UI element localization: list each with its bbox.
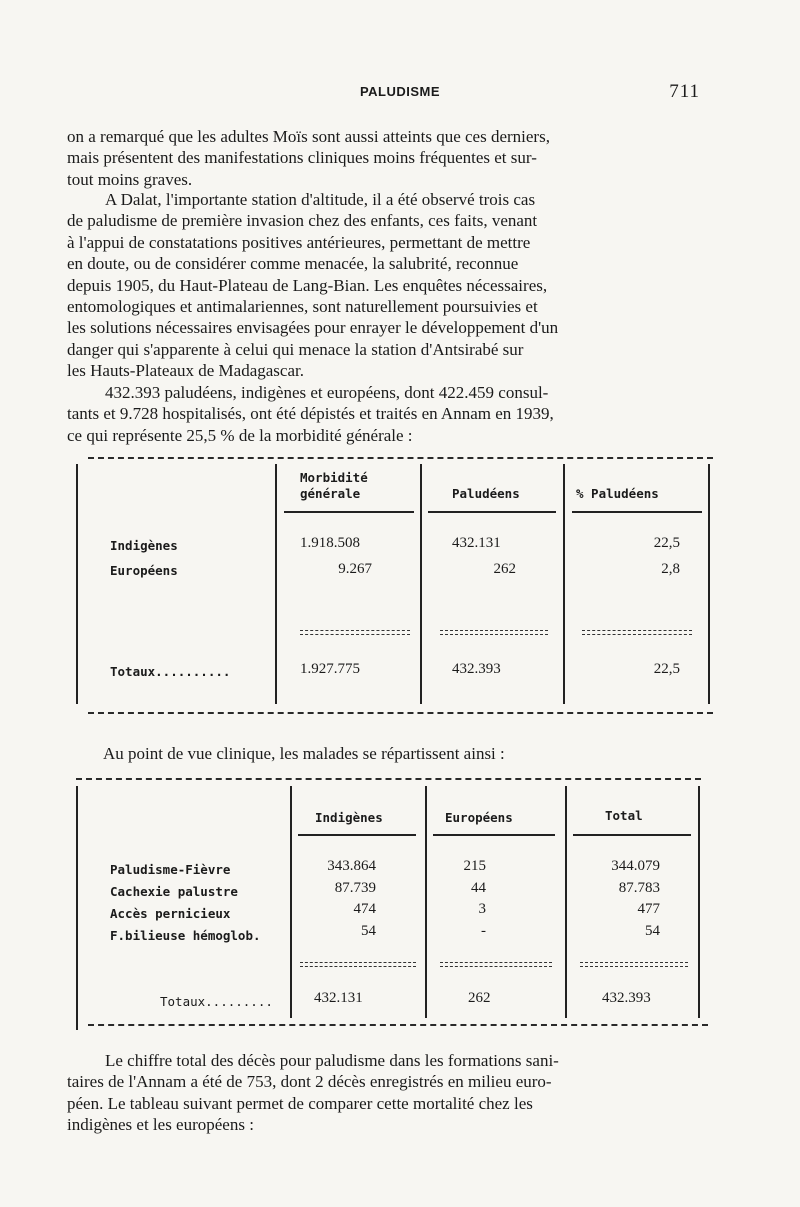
cell-indigenes: 474 xyxy=(353,901,376,917)
text-line: à l'appui de constatations positives antérieures, permettant de mettre xyxy=(67,232,531,252)
row-label: F.bilieuse hémoglob. xyxy=(110,928,261,943)
header-underline xyxy=(428,511,556,513)
column-divider xyxy=(425,786,427,1018)
cell-total-indigenes: 432.131 xyxy=(314,990,363,1006)
column-divider xyxy=(275,464,277,704)
subtotal-rule xyxy=(300,630,410,635)
text-line: les solutions nécessaires envisagées pour enrayer le développement d'un xyxy=(67,318,559,338)
text-line: tants et 9.728 hospitalisés, ont été dépistés et traités en Annam en 1939, xyxy=(67,404,554,424)
column-divider xyxy=(563,464,565,704)
table-border-left xyxy=(76,464,78,704)
subtotal-rule xyxy=(582,630,692,635)
subtotal-rule xyxy=(580,962,688,967)
cell-morbidite: 1.918.508 xyxy=(300,535,360,551)
header-total: Total xyxy=(605,808,643,823)
paragraph-2 xyxy=(67,189,697,382)
header-underline xyxy=(284,511,414,513)
column-divider xyxy=(290,786,292,1018)
cell-indigenes: 343.864 xyxy=(327,858,376,874)
cell-europeens: 215 xyxy=(463,858,486,874)
cell-pct: 2,8 xyxy=(661,561,680,577)
cell-morbidite: 9.267 xyxy=(338,561,372,577)
cell-europeens: - xyxy=(481,923,486,939)
table-bottom-rule xyxy=(88,712,713,714)
text-line: ce qui représente 25,5 % de la morbidité générale : xyxy=(67,425,413,445)
cell-total-paludeens: 432.393 xyxy=(452,661,501,677)
table-border-right xyxy=(708,464,710,704)
text-line: Le chiffre total des décès pour paludisme dans les formations sani- xyxy=(105,1051,559,1070)
table-top-rule xyxy=(76,778,701,780)
header-underline xyxy=(433,834,555,836)
header-underline xyxy=(572,511,702,513)
text-line: A Dalat, l'importante station d'altitude, il a été observé trois cas xyxy=(105,190,536,209)
table-border-right xyxy=(698,786,700,1018)
page-number: 711 xyxy=(669,81,700,102)
row-label-totaux: Totaux......... xyxy=(160,994,273,1009)
paragraph-1 xyxy=(67,126,697,190)
cell-total-pct: 22,5 xyxy=(653,661,680,677)
cell-total-total: 432.393 xyxy=(602,990,651,1006)
header-underline xyxy=(573,834,691,836)
paragraph-5 xyxy=(67,1050,697,1136)
text-line: entomologiques et antimalariennes, sont naturellement poursuivies et xyxy=(67,297,538,317)
header-indigenes: Indigènes xyxy=(315,810,383,825)
row-label-indigenes: Indigènes xyxy=(110,538,178,553)
subtotal-rule xyxy=(440,962,552,967)
text-line: Au point de vue clinique, les malades se répartissent ainsi : xyxy=(103,744,505,763)
header-morbidite-2: générale xyxy=(300,486,361,501)
cell-pct: 22,5 xyxy=(653,535,680,551)
cell-total: 87.783 xyxy=(618,880,660,896)
cell-indigenes: 54 xyxy=(361,923,376,939)
header-pct-paludeens: % Paludéens xyxy=(576,486,659,501)
column-divider xyxy=(420,464,422,704)
text-line: 432.393 paludéens, indigènes et européens, dont 422.459 consul- xyxy=(105,383,549,402)
cell-total: 344.079 xyxy=(611,858,660,874)
paragraph-4 xyxy=(67,743,697,764)
text-line: en doute, ou de considérer comme menacée, la salubrité, reconnue xyxy=(67,254,519,274)
column-divider xyxy=(565,786,567,1018)
subtotal-rule xyxy=(300,962,416,967)
cell-total-europeens: 262 xyxy=(468,990,491,1006)
text-line: depuis 1905, du Haut-Plateau de Lang-Bian. Les enquêtes nécessaires, xyxy=(67,275,548,295)
cell-total: 54 xyxy=(645,923,660,939)
cell-paludeens: 432.131 xyxy=(452,535,501,551)
text-line: danger qui s'apparente à celui qui menace la station d'Antsirabé sur xyxy=(67,339,524,359)
text-line: mais présentent des manifestations cliniques moins fréquentes et sur- xyxy=(67,148,537,168)
text-line: tout moins graves. xyxy=(67,169,193,189)
text-line: on a remarqué que les adultes Moïs sont aussi atteints que ces derniers, xyxy=(67,127,550,146)
table-border-left xyxy=(76,786,78,1030)
cell-indigenes: 87.739 xyxy=(334,880,376,896)
cell-total-morbidite: 1.927.775 xyxy=(300,661,360,677)
text-line: indigènes et les européens : xyxy=(67,1115,254,1135)
subtotal-rule xyxy=(440,630,548,635)
header-underline xyxy=(298,834,416,836)
text-line: les Hauts-Plateaux de Madagascar. xyxy=(67,361,304,381)
row-label: Cachexie palustre xyxy=(110,884,238,899)
cell-total: 477 xyxy=(637,901,660,917)
header-paludeens: Paludéens xyxy=(452,486,520,501)
text-line: de paludisme de première invasion chez des enfants, ces faits, venant xyxy=(67,211,538,231)
table-top-rule xyxy=(88,457,713,459)
cell-paludeens: 262 xyxy=(493,561,516,577)
row-label-totaux: Totaux.......... xyxy=(110,664,231,679)
cell-europeens: 3 xyxy=(478,901,486,917)
table-bottom-rule xyxy=(88,1024,708,1026)
header-morbidite: Morbidité xyxy=(300,470,368,485)
row-label: Paludisme-Fièvre xyxy=(110,862,231,877)
paragraph-3 xyxy=(67,382,697,446)
text-line: taires de l'Annam a été de 753, dont 2 décès enregistrés en milieu euro- xyxy=(67,1072,552,1092)
header-europeens: Européens xyxy=(445,810,513,825)
text-line: péen. Le tableau suivant permet de comparer cette mortalité chez les xyxy=(67,1093,533,1113)
row-label: Accès pernicieux xyxy=(110,906,231,921)
cell-europeens: 44 xyxy=(471,880,486,896)
row-label-europeens: Européens xyxy=(110,563,178,578)
running-title: PALUDISME xyxy=(359,84,441,99)
